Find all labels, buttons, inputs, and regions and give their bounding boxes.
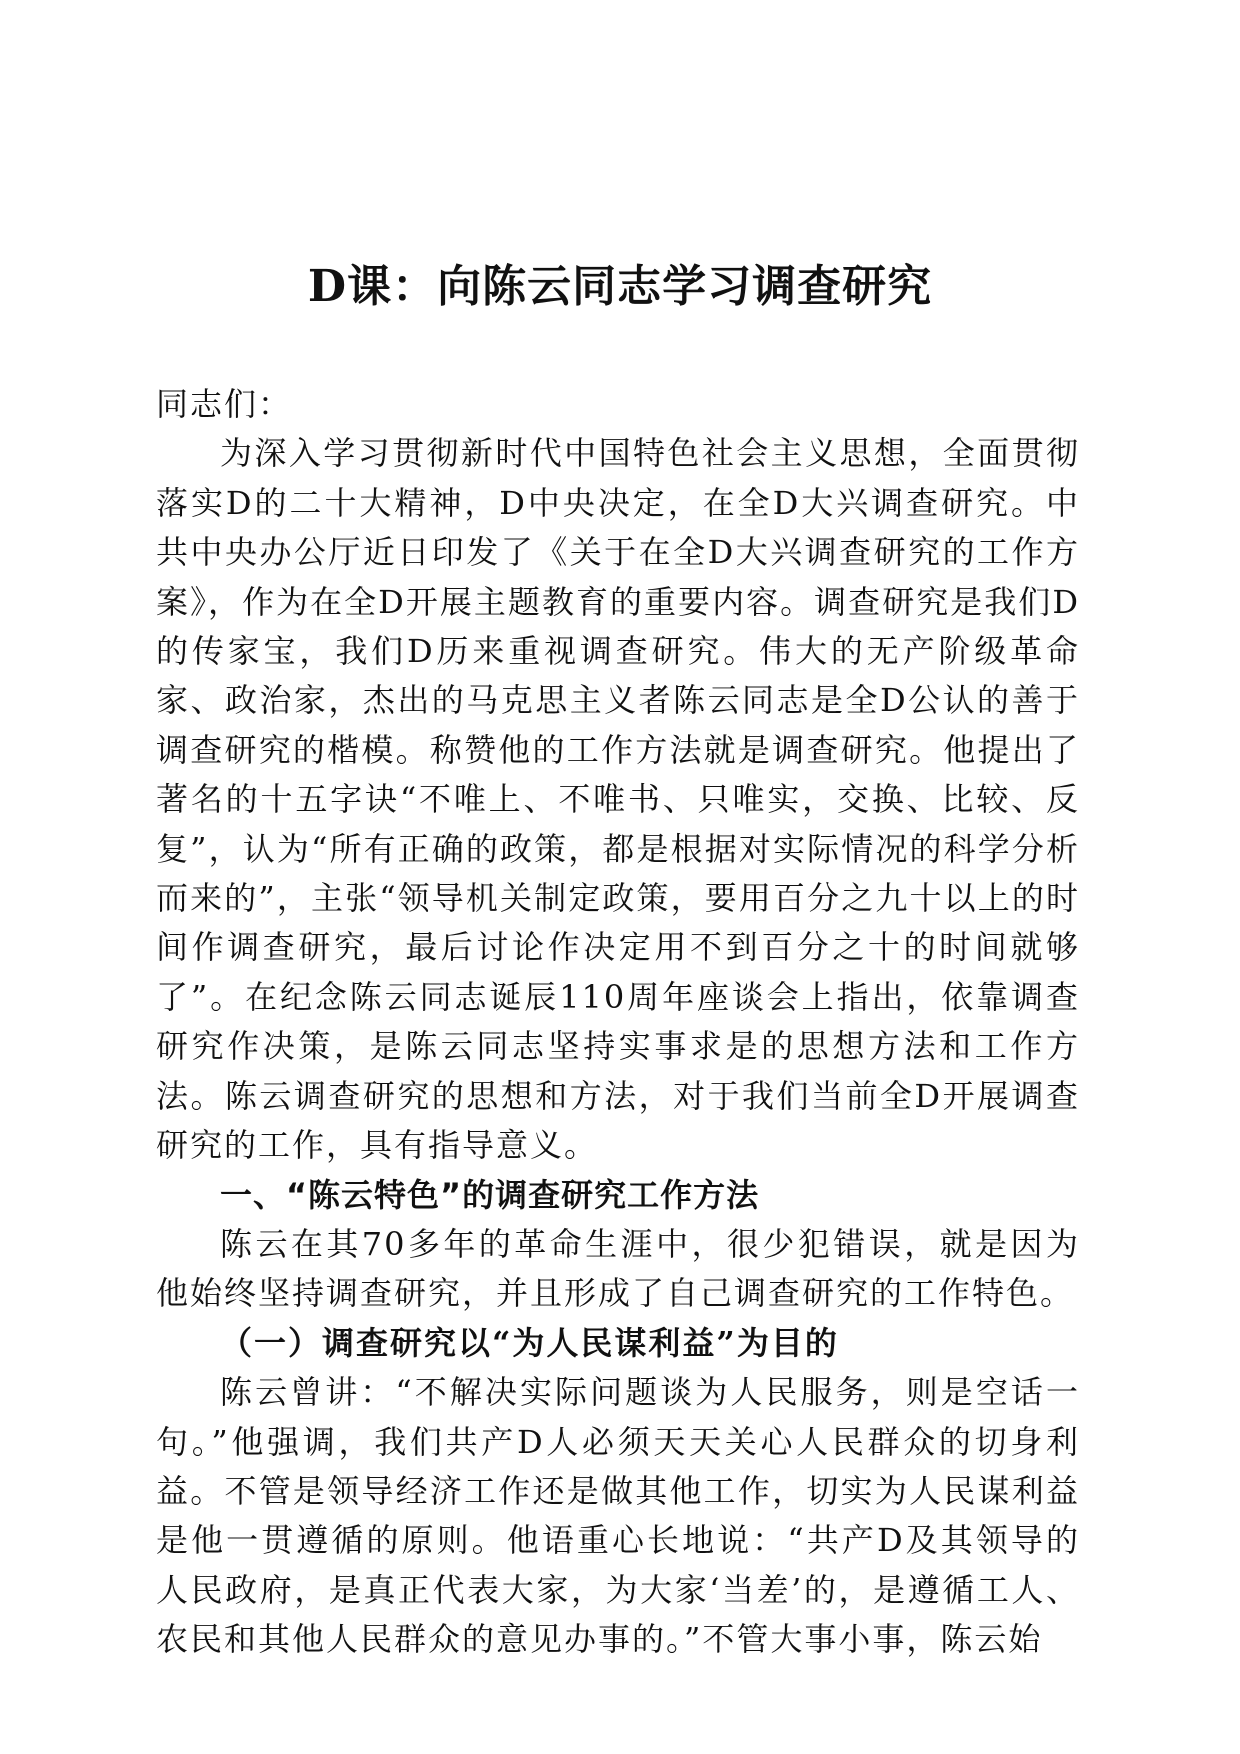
section-heading-1: 一、“陈云特色”的调查研究工作方法	[220, 1175, 760, 1214]
section-1-paragraph: 陈云在其70多年的革命生涯中，很少犯错误，就是因为他始终坚持调查研究，并且形成了自己调查研究的工作特色。	[156, 1224, 1080, 1313]
page-title: D课：向陈云同志学习调查研究	[307, 261, 933, 312]
document-body	[156, 380, 1080, 1665]
subsection-1-paragraph: 陈云曾讲：“不解决实际问题谈为人民服务，则是空话一句。”他强调，我们共产D人必须天天关心人民群众的切身利益。不管是领导经济工作还是做其他工作，切实为人民谋利益是他一贯遵循的原则。他语重心长地说：“共产D及其领导的人民政府，是真正代表大家，为大家‘当差’的，是遵循工人、农民和其他人民群众的意见办事的。”不管大事小事，陈云始	[156, 1373, 1080, 1659]
subsection-heading-1: （一）调查研究以“为人民谋利益”为目的	[220, 1323, 839, 1362]
intro-paragraph: 为深入学习贯彻新时代中国特色社会主义思想，全面贯彻落实D的二十大精神，D中央决定，在全D大兴调查研究。中共中央办公厅近日印发了《关于在全D大兴调查研究的工作方案》，作为在全D开展主题教育的重要内容。调查研究是我们D的传家宝，我们D历来重视调查研究。伟大的无产阶级革命家、政治家，杰出的马克思主义者陈云同志是全D公认的善于调查研究的楷模。称赞他的工作方法就是调查研究。他提出了著名的十五字诀“不唯上、不唯书、只唯实，交换、比较、反复”，认为“所有正确的政策，都是根据对实际情况的科学分析而来的”，主张“领导机关制定政策，要用百分之九十以上的时间作调查研究，最后讨论作决定用不到百分之十的时间就够了”。在纪念陈云同志诞辰110周年座谈会上指出，依靠调查研究作决策，是陈云同志坚持实事求是的思想方法和工作方法。陈云调查研究的思想和方法，对于我们当前全D开展调查研究的工作，具有指导意义。	[156, 434, 1080, 1165]
salutation: 同志们：	[156, 385, 293, 423]
